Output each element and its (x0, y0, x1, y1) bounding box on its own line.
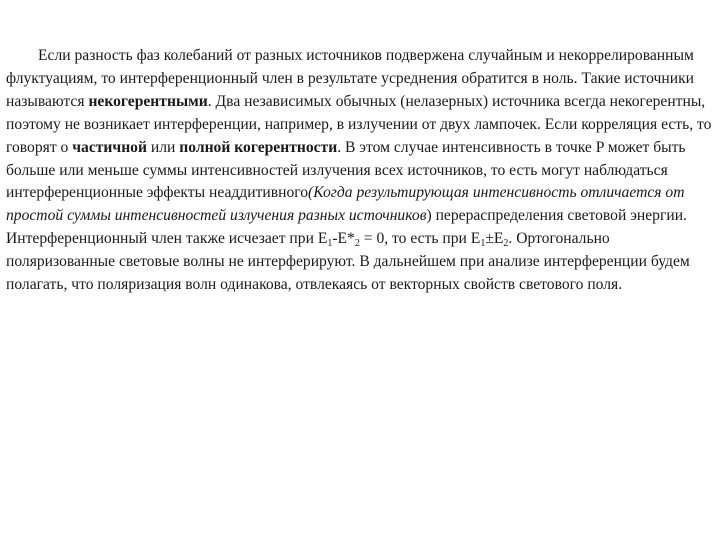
body-paragraph (6, 45, 714, 297)
text-segment: . Два независимых обычных (нелазерных) источника всегда некогерентны, поэтому не возникает интерференции, например, в излучении от двух лампочек. Если корреляция есть, то говорят о (6, 92, 712, 156)
italic-note: (Когда результирующая интенсивность отличается от простой суммы интенсивностей излучения разных источников (6, 184, 685, 225)
text-segment: ) перераспределения световой энергии. Интерференционный член также исчезает при E (6, 207, 687, 248)
text-block (6, 45, 714, 297)
text-segment: или (146, 138, 180, 156)
text-segment: = 0, то есть при E (359, 230, 481, 248)
text-segment: -E* (332, 230, 355, 248)
term-partial-coherence: частичной (72, 138, 147, 156)
text-segment: Если разность фаз колебаний от разных источников подвержена случайным и некоррелированным флуктуациям, то интерференционный член в результате усреднения обратится в ноль. Такие источники называются (6, 47, 694, 110)
term-full-coherence: полной когерентности (179, 138, 338, 156)
text-segment: . В этом случае интенсивность в точке P может быть больше или меньше суммы интенсивностей излучения всех источников, то есть могут наблюдаться интерференционные эффекты неаддитивного (6, 138, 686, 202)
text-segment: ±E (485, 230, 504, 248)
subscript: 1 (327, 238, 333, 250)
subscript: 2 (503, 238, 509, 250)
term-incoherent: некогерентными (88, 92, 208, 110)
subscript: 1 (480, 238, 486, 250)
text-segment: . Ортогонально поляризованные световые волны не интерферируют. В дальнейшем при анализе интерференции будем полагать, что поляризация волн одинакова, отвлекаясь от векторных свойств светового поля. (6, 230, 690, 294)
subscript: 2 (354, 238, 360, 250)
